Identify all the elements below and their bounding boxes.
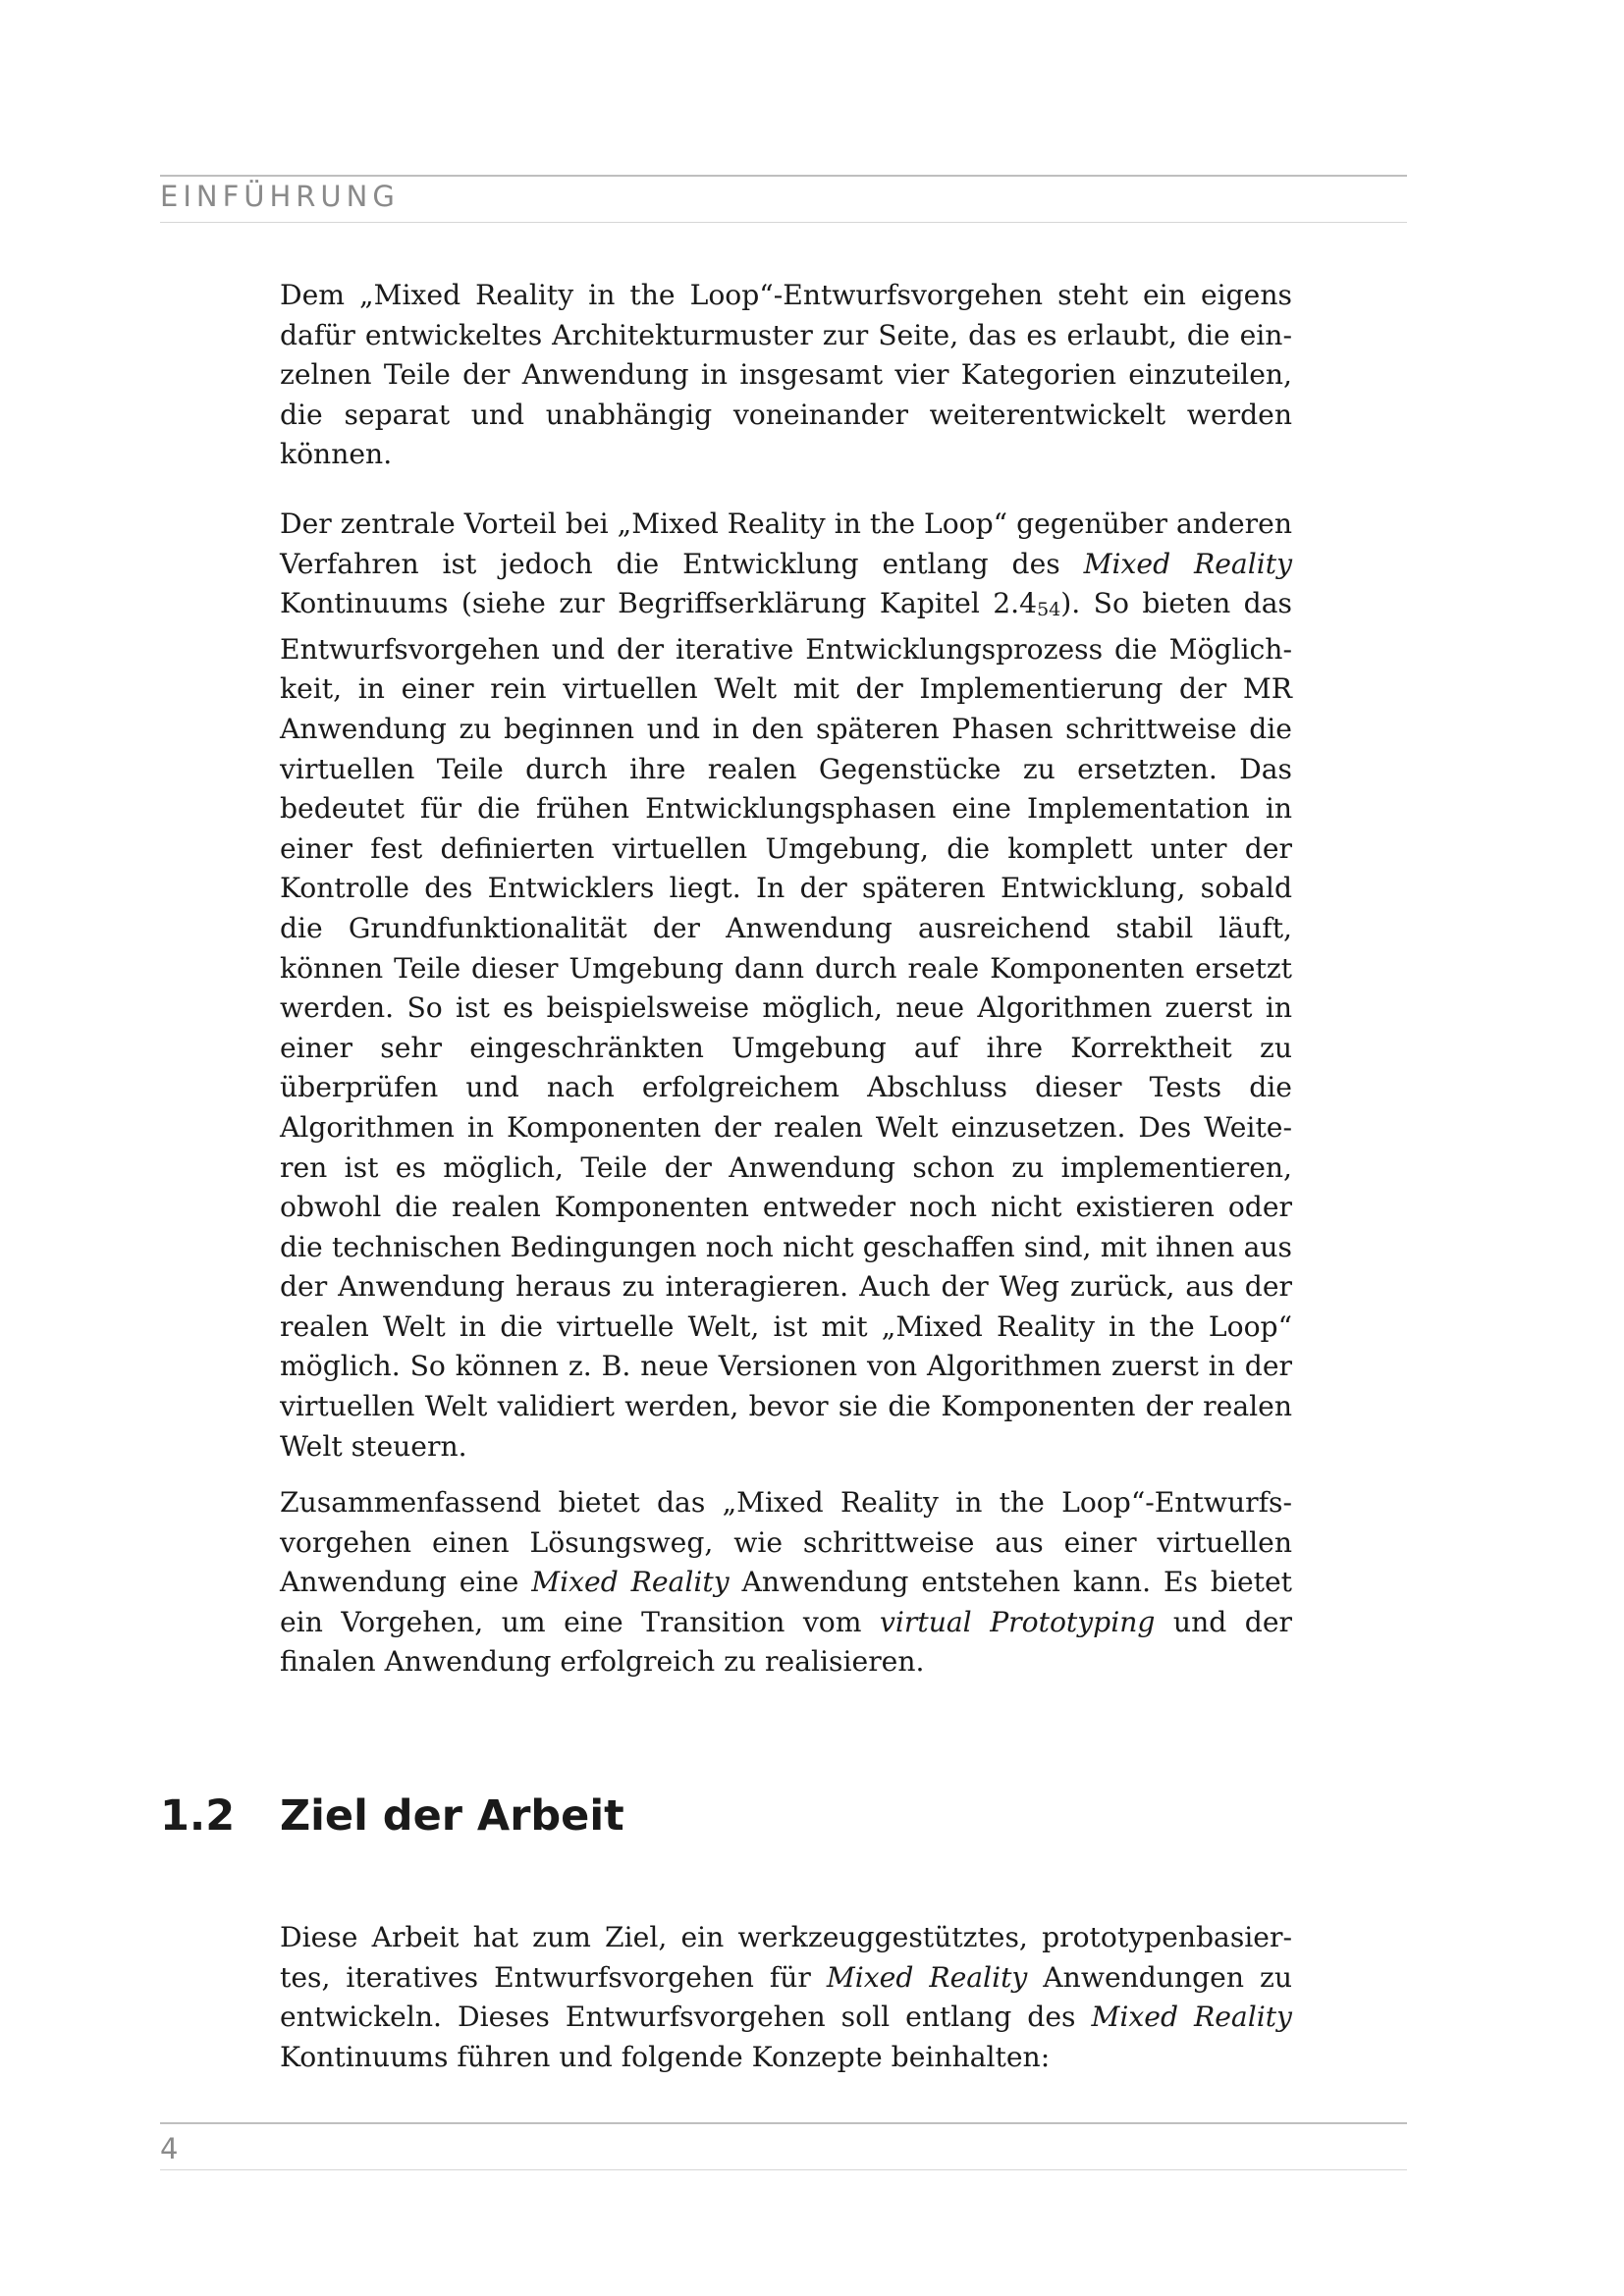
paragraph-3-part-b: Anwendung entstehen kann. Es bietet ein Vorgehen, um eine Transition vom [280,1566,1292,1638]
paragraph-2-part-c: ). So bieten das Entwurfsvorgehen und der iterative Entwicklungsprozess die Möglichkeit, in einer rein virtuellen Welt mit der Implementierung der MR Anwendung zu beginnen und in den späteren Phasen schrittweise die virtuellen Teile durch ihre realen Gegenstücke zu ersetzten. Das bedeutet für die frühen Entwicklungsphasen eine Implementation in einer fest definierten virtuellen Umgebung, die komplett unter der Kontrolle des Entwicklers liegt. In der späteren Entwicklung, sobald die Grundfunktionalität der Anwendung ausreichend stabil läuft, können Teile dieser Umgebung dann durch reale Komponenten ersetzt werden. So ist es beispielsweise möglich, neue Algorithmen zuerst in einer sehr eingeschränkten Umgebung auf ihre Korrektheit zu überprüfen und nach erfolgreichem Abschluss dieser Tests die Algorithmen in Komponenten der realen Welt einzusetzen. Des Weiteren ist es möglich, Teile der Anwendung schon zu implementieren, obwohl die realen Komponenten entweder noch nicht existieren oder die technischen Bedingungen noch nicht geschaffen sind, mit ihnen aus der Anwendung heraus zu interagieren. Auch der Weg zurück, aus der realen Welt in die virtuelle Welt, ist mit „Mixed Reality in the Loop“ möglich. So können z. B. neue Versionen von Algorithmen zuerst in der virtuellen Welt validiert werden, bevor sie die Komponenten der realen Welt steuern. [280,587,1292,1463]
section-number: 1.2 [160,1791,236,1841]
paragraph-3-emphasis-1: Mixed Reality [531,1566,730,1599]
footer-rule-bottom [160,2169,1407,2170]
header-rule-bottom [160,222,1407,223]
paragraph-2-part-b: Kontinuums (siehe zur Begriffserklärung Kapitel 2.4 [280,587,1038,620]
paragraph-2-emphasis-1: Mixed Reality [1083,547,1292,580]
paragraph-4-part-a: Diese Arbeit hat zum Ziel, ein werkzeuggestütztes, prototypenbasiertes, iteratives Entwurfsvorgehen für [280,1921,1292,1994]
page-number: 4 [160,2132,179,2165]
paragraph-2 [280,505,1292,1467]
paragraph-1: Dem „Mixed Reality in the Loop“-Entwurfsvorgehen steht ein eigens dafür entwickeltes Architekturmuster zur Seite, das es erlaubt, die einzelnen Teile der Anwendung in insgesamt vier Kategorien einzuteilen, die separat und unabhängig voneinander weiterentwickelt werden können. [280,279,1292,471]
paragraph-3 [280,1483,1292,1682]
paragraph-4-emphasis-1: Mixed Reality [826,1960,1028,1994]
paragraph-3-block [280,1483,1292,1682]
paragraph-4-part-c: Kontinuums führen und folgende Konzepte beinhalten: [280,2040,1051,2073]
paragraph-3-part-c: und der finalen Anwendung erfolgreich zu realisieren. [280,1605,1292,1679]
paragraph-2-part-a: Der zentrale Vorteil bei „Mixed Reality in the Loop“ gegenüber anderen Verfahren ist jedoch die Entwicklung entlang des [280,507,1292,580]
paragraph-3-emphasis-2: virtual Prototyping [879,1605,1156,1638]
running-head: EINFÜHRUNG [160,180,400,213]
paragraph-4 [280,1918,1292,2077]
paragraph-1-block [280,276,1292,475]
paragraph-2-block [280,505,1292,1467]
page-reference[interactable]: 54 [1037,599,1061,621]
paragraph-3-part-a: Zusammenfassend bietet das „Mixed Reality in the Loop“-Entwurfsvorgehen einen Lösungsweg, wie schrittweise aus einer virtuellen Anwendung eine [280,1486,1292,1599]
section-title: Ziel der Arbeit [280,1791,624,1841]
paragraph-4-block [280,1918,1292,2077]
section-heading [160,1791,624,1841]
paragraph-4-part-b: Anwendungen zu entwickeln. Dieses Entwurfsvorgehen soll entlang des [280,1960,1292,2034]
header-rule-top [160,175,1407,177]
paragraph-4-emphasis-2: Mixed Reality [1091,2001,1292,2034]
footer-rule-top [160,2122,1407,2124]
